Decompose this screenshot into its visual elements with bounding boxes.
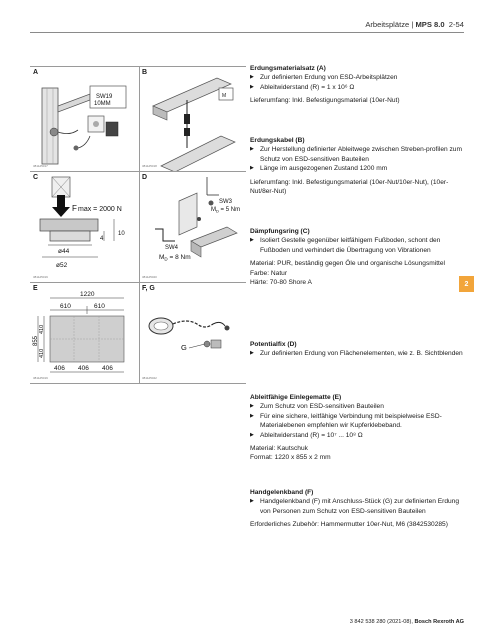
section-title: Handgelenkband (F) [250,489,314,496]
section-potentialfix [250,340,468,359]
segment-width-3: 406 [102,365,113,372]
figure-code: 3811d5019 [33,376,48,380]
figure-letter: B [142,69,148,76]
height-small: 4 [100,236,104,242]
header-product: MPS 8.0 [415,20,445,29]
format-note: Format: 1220 x 855 x 2 mm [250,454,331,462]
bullet-item: ▶ Zur Herstellung definierter Ableitwege zwischen Streben-profilen zum Schutz von ESD-sensitiven Bauteilen [250,145,468,164]
wrench-size-label: SW19 [96,94,113,100]
segment-width-1: 406 [54,365,65,372]
hex-key-size-2: SW4 [165,245,179,251]
figure-e [30,282,139,383]
figure-letter: D [142,174,148,181]
material-note: Material: PUR, beständig gegen Öle und organische Lösungsmittel [250,260,445,268]
page-header [365,20,464,29]
bullet-item: ▶ Handgelenkband (F) mit Anschluss-Stück (G) zur definierten Erdung von Personen zum Schutz von ESD-sensitiven Bauteilen [250,497,468,516]
height-part-b: 410 [39,348,45,358]
header-page-number: 2-54 [448,20,464,29]
figure-letter: C [33,174,39,181]
section-title: Erdungsmaterialsatz (A) [250,65,326,72]
section-damping-ring [250,227,468,287]
socket-size-label: 10MM [94,101,111,107]
header-rule [30,32,464,33]
document-number: 3 842 538 280 (2021-08), [349,619,413,625]
color-note: Farbe: Natur [250,269,288,277]
section-grounding-kit [250,64,468,106]
bullet-item: ▶ Zum Schutz von ESD-sensitiven Bauteilen [250,402,468,411]
header-section: Arbeitsplätze [365,20,410,29]
figure-letter: E [33,285,38,292]
half-width-1: 610 [60,303,71,310]
esd-mat-dimension-drawing [30,282,139,383]
figure-code: 3811d5019 [33,275,48,279]
grid-divider-bottom [30,383,246,384]
figure-fg [139,282,246,383]
page-footer [350,619,464,625]
figure-code: 3811d5017 [33,164,48,168]
header-separator: | [409,20,416,29]
section-note: Lieferumfang: Inkl. Befestigungsmaterial (10er-Nut/10er-Nut), (10er-Nut/8er-Nut) [250,178,449,196]
total-width: 1220 [80,291,95,298]
hardness-note: Härte: 70-80 Shore A [250,279,312,287]
figure-code: 3811d5022 [142,376,157,380]
torque-label-2: $M_D = 8$ Nm [159,254,191,262]
force-value: max = 2000 N [78,206,122,213]
section-title: Potentialfix (D) [250,341,297,348]
bullet-item: ▶ Ableitwiderstand (R) = 1 x 10⁶ Ω [250,83,468,92]
bullet-item: ▶ Isoliert Gestelle gegenüber leitfähigem Fußboden, schont den Fußboden und verhindert die Übertragung von Vibrationen [250,236,468,255]
svg-text:M: M [222,93,227,99]
chapter-tab: 2 [459,276,474,292]
outer-diameter: ø52 [56,262,68,269]
torque-label-1: $M_D = 5$ Nm [211,207,241,214]
section-title: Ableitfähige Einlegematte (E) [250,394,342,401]
half-width-2: 610 [94,303,105,310]
inner-diameter: ø44 [58,248,70,255]
section-title: Dämpfungsring (C) [250,228,310,235]
height-large: 10 [118,231,125,237]
wrist-strap-illustration [139,282,246,383]
grounding-kit-illustration [30,66,139,171]
figure-code: 3811d5018 [142,164,157,168]
force-symbol: F [72,204,77,213]
section-note: Lieferumfang: Inkl. Befestigungsmaterial (10er-Nut) [250,97,400,105]
company-name: Bosch Rexroth AG [414,619,464,625]
section-wrist-strap [250,488,468,530]
figure-d [139,171,246,282]
connector-label: G [181,343,187,352]
hex-key-size-1: SW3 [219,199,233,205]
section-grounding-cable [250,136,468,196]
segment-width-2: 406 [78,365,89,372]
figure-code: 3811d5020 [142,275,157,279]
figure-b [139,66,246,171]
section-esd-mat [250,393,468,463]
potentialfix-illustration [139,171,246,282]
bullet-item: ▶ Zur definierten Erdung von Flächenelementen, wie z. B. Sichtblenden [250,349,468,358]
figure-letter: A [33,69,39,76]
figure-a [30,66,139,171]
figure-c [30,171,139,282]
bullet-item: ▶ Zur definierten Erdung von ESD-Arbeitsplätzen [250,73,468,82]
bullet-item: ▶ Für eine sichere, leitfähige Verbindung mit beispielweise ESD-Materialebenen empfehlen wir Kupferklebeband. [250,412,468,431]
section-title: Erdungskabel (B) [250,137,305,144]
damping-ring-illustration [30,171,139,282]
bullet-item: ▶ Ableitwiderstand (R) = 10⁷ ... 10⁸ Ω [250,431,468,440]
figure-letter: F, G [142,285,155,292]
accessory-note: Erforderliches Zubehör: Hammermutter 10er-Nut, M6 (3842530285) [250,521,448,529]
total-height: 855 [33,335,39,346]
material-note: Material: Kautschuk [250,445,308,453]
height-part-a: 410 [39,324,45,334]
grounding-cable-illustration [139,66,246,171]
bullet-item: ▶ Länge im ausgezogenen Zustand 1200 mm [250,164,468,173]
